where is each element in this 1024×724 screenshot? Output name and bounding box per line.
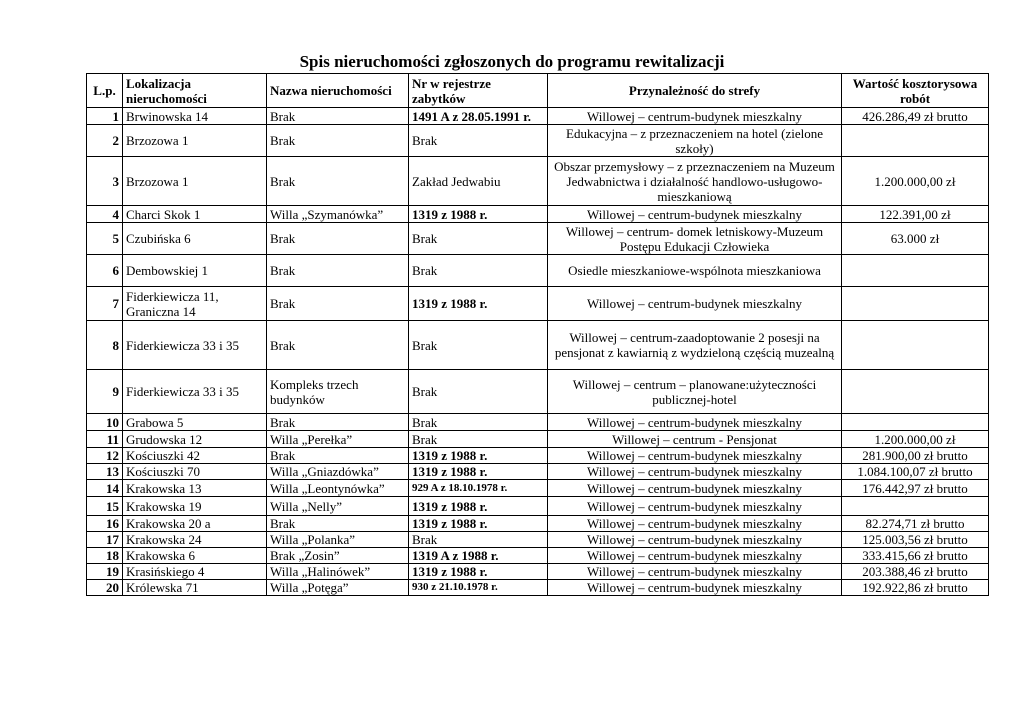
cell-zone: Willowej – centrum-budynek mieszkalny xyxy=(548,414,842,431)
cell-register: 1319 z 1988 r. xyxy=(409,206,548,223)
table-row xyxy=(87,480,989,497)
cell-register: Brak xyxy=(409,255,548,287)
cell-name: Willa „Leontynówka” xyxy=(267,480,409,497)
cell-location: Brwinowska 14 xyxy=(123,108,267,125)
table-row xyxy=(87,464,989,480)
cell-location: Fiderkiewicza 33 i 35 xyxy=(123,321,267,370)
cell-name: Brak xyxy=(267,448,409,464)
cell-lp: 18 xyxy=(87,548,123,564)
cell-location: Kościuszki 70 xyxy=(123,464,267,480)
cell-location: Krakowska 13 xyxy=(123,480,267,497)
cell-lp: 4 xyxy=(87,206,123,223)
table-row xyxy=(87,497,989,516)
cell-value xyxy=(842,255,989,287)
cell-location: Kościuszki 42 xyxy=(123,448,267,464)
cell-register: Brak xyxy=(409,370,548,414)
cell-zone: Osiedle mieszkaniowe-wspólnota mieszkaniowa xyxy=(548,255,842,287)
cell-value xyxy=(842,497,989,516)
cell-value xyxy=(842,125,989,157)
cell-zone: Obszar przemysłowy – z przeznaczeniem na Muzeum Jedwabnictwa i działalność handlowo-usługowo-mieszkaniową xyxy=(548,157,842,206)
cell-name: Brak xyxy=(267,223,409,255)
cell-zone: Edukacyjna – z przeznaczeniem na hotel (zielone szkoły) xyxy=(548,125,842,157)
table-row xyxy=(87,108,989,125)
cell-value: 122.391,00 zł xyxy=(842,206,989,223)
cell-lp: 17 xyxy=(87,532,123,548)
cell-name: Willa „Perełka” xyxy=(267,431,409,448)
cell-zone: Willowej – centrum-budynek mieszkalny xyxy=(548,532,842,548)
cell-location: Charci Skok 1 xyxy=(123,206,267,223)
cell-register: 1491 A z 28.05.1991 r. xyxy=(409,108,548,125)
cell-register: Zakład Jedwabiu xyxy=(409,157,548,206)
cell-zone: Willowej – centrum-budynek mieszkalny xyxy=(548,448,842,464)
cell-name: Brak „Zosin” xyxy=(267,548,409,564)
cell-register: 1319 z 1988 r. xyxy=(409,564,548,580)
cell-location: Krakowska 24 xyxy=(123,532,267,548)
cell-register: Brak xyxy=(409,532,548,548)
cell-name: Brak xyxy=(267,255,409,287)
cell-name: Brak xyxy=(267,516,409,532)
cell-value: 281.900,00 zł brutto xyxy=(842,448,989,464)
cell-value xyxy=(842,287,989,321)
cell-location: Fiderkiewicza 33 i 35 xyxy=(123,370,267,414)
cell-value: 333.415,66 zł brutto xyxy=(842,548,989,564)
cell-location: Królewska 71 xyxy=(123,580,267,596)
cell-value: 203.388,46 zł brutto xyxy=(842,564,989,580)
cell-zone: Willowej – centrum - Pensjonat xyxy=(548,431,842,448)
cell-value: 82.274,71 zł brutto xyxy=(842,516,989,532)
table-row xyxy=(87,287,989,321)
cell-register: Brak xyxy=(409,431,548,448)
table-row xyxy=(87,431,989,448)
cell-value: 1.200.000,00 zł xyxy=(842,157,989,206)
cell-value: 125.003,56 zł brutto xyxy=(842,532,989,548)
cell-location: Brzozowa 1 xyxy=(123,125,267,157)
cell-name: Willa „Szymanówka” xyxy=(267,206,409,223)
table-row xyxy=(87,532,989,548)
cell-lp: 1 xyxy=(87,108,123,125)
cell-name: Brak xyxy=(267,157,409,206)
document-title: Spis nieruchomości zgłoszonych do programu rewitalizacji xyxy=(299,52,725,71)
cell-lp: 6 xyxy=(87,255,123,287)
cell-register: 1319 z 1988 r. xyxy=(409,448,548,464)
cell-location: Krakowska 6 xyxy=(123,548,267,564)
cell-name: Brak xyxy=(267,125,409,157)
cell-name: Willa „Halinówek” xyxy=(267,564,409,580)
cell-zone: Willowej – centrum-budynek mieszkalny xyxy=(548,206,842,223)
cell-register: 1319 A z 1988 r. xyxy=(409,548,548,564)
cell-lp: 14 xyxy=(87,480,123,497)
cell-value: 1.084.100,07 zł brutto xyxy=(842,464,989,480)
cell-zone: Willowej – centrum-budynek mieszkalny xyxy=(548,497,842,516)
header-name: Nazwa nieruchomości xyxy=(267,74,409,108)
cell-lp: 20 xyxy=(87,580,123,596)
cell-name: Brak xyxy=(267,108,409,125)
cell-value xyxy=(842,414,989,431)
cell-name: Willa „Nelly” xyxy=(267,497,409,516)
cell-location: Krakowska 19 xyxy=(123,497,267,516)
cell-name: Brak xyxy=(267,321,409,370)
cell-zone: Willowej – centrum-budynek mieszkalny xyxy=(548,564,842,580)
cell-location: Fiderkiewicza 11, Graniczna 14 xyxy=(123,287,267,321)
cell-location: Krakowska 20 a xyxy=(123,516,267,532)
cell-zone: Willowej – centrum-budynek mieszkalny xyxy=(548,516,842,532)
cell-location: Czubińska 6 xyxy=(123,223,267,255)
table-row xyxy=(87,564,989,580)
cell-register: 929 A z 18.10.1978 r. xyxy=(409,480,548,497)
property-table xyxy=(86,73,989,596)
header-location: Lokalizacja nieruchomości xyxy=(123,74,267,108)
cell-lp: 2 xyxy=(87,125,123,157)
header-register: Nr w rejestrze zabytków xyxy=(409,74,548,108)
cell-value xyxy=(842,370,989,414)
table-row xyxy=(87,321,989,370)
cell-value xyxy=(842,321,989,370)
cell-name: Willa „Potęga” xyxy=(267,580,409,596)
cell-register: 1319 z 1988 r. xyxy=(409,464,548,480)
cell-name: Brak xyxy=(267,414,409,431)
cell-lp: 13 xyxy=(87,464,123,480)
header-row xyxy=(87,74,989,108)
cell-lp: 5 xyxy=(87,223,123,255)
cell-lp: 10 xyxy=(87,414,123,431)
header-value: Wartość kosztorysowa robót xyxy=(842,74,989,108)
cell-value: 1.200.000,00 zł xyxy=(842,431,989,448)
cell-register: Brak xyxy=(409,414,548,431)
cell-register: 930 z 21.10.1978 r. xyxy=(409,580,548,596)
cell-zone: Willowej – centrum-budynek mieszkalny xyxy=(548,580,842,596)
cell-value: 426.286,49 zł brutto xyxy=(842,108,989,125)
cell-zone: Willowej – centrum-budynek mieszkalny xyxy=(548,464,842,480)
cell-register: 1319 z 1988 r. xyxy=(409,516,548,532)
cell-name: Brak xyxy=(267,287,409,321)
table-row xyxy=(87,125,989,157)
cell-zone: Willowej – centrum-budynek mieszkalny xyxy=(548,548,842,564)
cell-register: 1319 z 1988 r. xyxy=(409,287,548,321)
table-row xyxy=(87,223,989,255)
table-row xyxy=(87,414,989,431)
cell-zone: Willowej – centrum-zaadoptowanie 2 posesji na pensjonat z kawiarnią z wydzieloną częścią muzealną xyxy=(548,321,842,370)
cell-location: Brzozowa 1 xyxy=(123,157,267,206)
table-row xyxy=(87,580,989,596)
table-row xyxy=(87,370,989,414)
table-row xyxy=(87,448,989,464)
cell-zone: Willowej – centrum- domek letniskowy-Muzeum Postępu Edukacji Człowieka xyxy=(548,223,842,255)
table-row xyxy=(87,548,989,564)
cell-register: 1319 z 1988 r. xyxy=(409,497,548,516)
cell-name: Willa „Polanka” xyxy=(267,532,409,548)
cell-lp: 8 xyxy=(87,321,123,370)
cell-value: 63.000 zł xyxy=(842,223,989,255)
table-row xyxy=(87,255,989,287)
header-lp: L.p. xyxy=(87,74,123,108)
cell-location: Grudowska 12 xyxy=(123,431,267,448)
cell-lp: 15 xyxy=(87,497,123,516)
cell-zone: Willowej – centrum-budynek mieszkalny xyxy=(548,287,842,321)
cell-lp: 11 xyxy=(87,431,123,448)
cell-zone: Willowej – centrum – planowane:użyteczności publicznej-hotel xyxy=(548,370,842,414)
cell-register: Brak xyxy=(409,125,548,157)
cell-zone: Willowej – centrum-budynek mieszkalny xyxy=(548,480,842,497)
cell-lp: 12 xyxy=(87,448,123,464)
cell-lp: 3 xyxy=(87,157,123,206)
cell-location: Grabowa 5 xyxy=(123,414,267,431)
cell-lp: 19 xyxy=(87,564,123,580)
cell-value: 176.442,97 zł brutto xyxy=(842,480,989,497)
table-row xyxy=(87,516,989,532)
cell-location: Krasińskiego 4 xyxy=(123,564,267,580)
cell-lp: 7 xyxy=(87,287,123,321)
table-row xyxy=(87,206,989,223)
cell-lp: 16 xyxy=(87,516,123,532)
cell-lp: 9 xyxy=(87,370,123,414)
cell-value: 192.922,86 zł brutto xyxy=(842,580,989,596)
table-row xyxy=(87,157,989,206)
cell-name: Kompleks trzech budynków xyxy=(267,370,409,414)
cell-location: Dembowskiej 1 xyxy=(123,255,267,287)
cell-zone: Willowej – centrum-budynek mieszkalny xyxy=(548,108,842,125)
cell-register: Brak xyxy=(409,321,548,370)
cell-register: Brak xyxy=(409,223,548,255)
cell-name: Willa „Gniazdówka” xyxy=(267,464,409,480)
header-zone: Przynależność do strefy xyxy=(548,74,842,108)
